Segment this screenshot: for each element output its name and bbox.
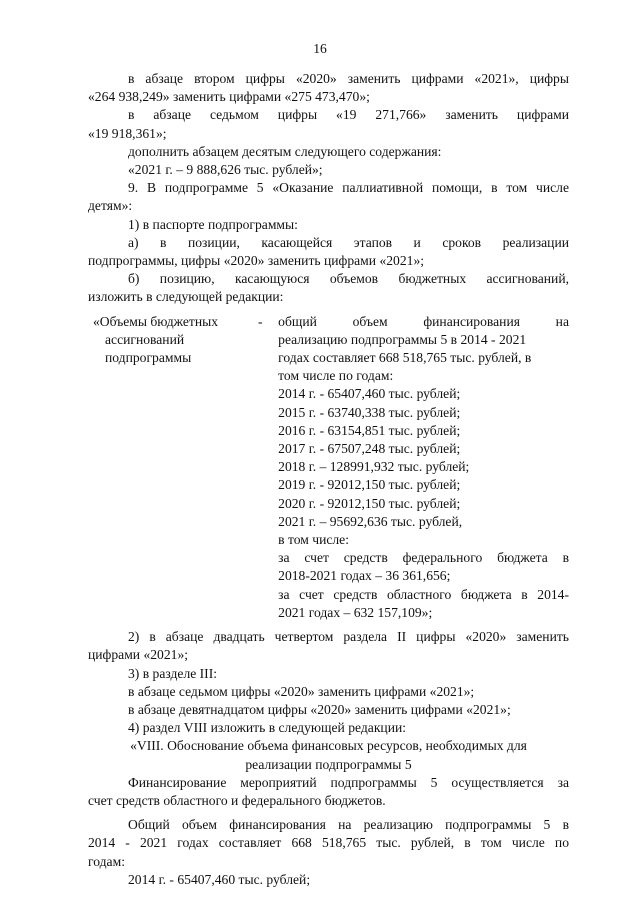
document-body: [88, 70, 569, 889]
table-value-line: 2021 г. – 95692,636 тыс. рублей,: [278, 513, 463, 529]
table-value-line: общий объем финансирования на: [278, 313, 569, 329]
budget-table: [88, 313, 569, 622]
table-label-line: «Объемы бюджетных: [93, 313, 219, 329]
table-value-line: за счет средств федерального бюджета в: [278, 550, 569, 566]
paragraph-line: счет средств областного и федерального бюджетов.: [88, 792, 386, 808]
table-value-line: в том числе:: [278, 532, 349, 548]
table-value-line: 2016 г. - 63154,851 тыс. рублей;: [278, 422, 461, 438]
page-number: 16: [313, 41, 327, 56]
paragraph-line: в абзаце седьмом цифры «19 271,766» заменить цифрами: [128, 107, 569, 123]
table-value-line: годах составляет 668 518,765 тыс. рублей, в: [278, 350, 532, 366]
paragraph-line: 9. В подпрограмме 5 «Оказание паллиативной помощи, в том числе: [128, 180, 569, 196]
table-value-line: 2019 г. - 92012,150 тыс. рублей;: [278, 477, 461, 493]
budget-table-label: [88, 313, 266, 622]
paragraph-line: 1) в паспорте подпрограммы:: [128, 216, 298, 232]
table-value-line: 2021 годах – 632 157,109»;: [278, 604, 433, 620]
paragraph-line: цифрами «2021»;: [88, 647, 189, 663]
paragraph-line: дополнить абзацем десятым следующего содержания:: [128, 143, 442, 159]
table-value-line: 2014 г. - 65407,460 тыс. рублей;: [278, 386, 461, 402]
paragraph-line: «2021 г. – 9 888,626 тыс. рублей»;: [128, 162, 323, 178]
paragraph-line: 3) в разделе III:: [128, 665, 218, 681]
table-value-line: том числе по годам:: [278, 368, 394, 384]
table-value-line: 2015 г. - 63740,338 тыс. рублей;: [278, 404, 461, 420]
paragraph-line: в абзаце втором цифры «2020» заменить цифрами «2021», цифры: [128, 71, 569, 86]
paragraph-line: б) позицию, касающуюся объемов бюджетных ассигнований,: [128, 271, 569, 287]
paragraph-line: детям»:: [88, 198, 133, 214]
paragraph-line: Финансирование мероприятий подпрограммы 5 осуществляется за: [128, 774, 569, 790]
paragraph-line: Общий объем финансирования на реализацию подпрограммы 5 в: [128, 817, 569, 833]
section-heading: [88, 737, 569, 773]
table-value-line: 2020 г. - 92012,150 тыс. рублей;: [278, 495, 461, 511]
paragraph-line: годам:: [88, 853, 125, 869]
paragraph-line: подпрограммы, цифры «2020» заменить цифрами «2021»;: [88, 253, 425, 269]
budget-table-value: [278, 313, 569, 622]
heading-line: «VIII. Обоснование объема финансовых ресурсов, необходимых для: [130, 738, 527, 754]
heading-line: реализации подпрограммы 5: [245, 756, 412, 772]
paragraph-line: в абзаце седьмом цифры «2020» заменить цифрами «2021»;: [128, 683, 475, 699]
paragraph-line: «19 918,361»;: [88, 125, 167, 141]
table-label-line: подпрограммы: [105, 350, 192, 366]
table-value-line: за счет средств областного бюджета в 2014-: [278, 586, 569, 602]
table-value-line: 2018 г. – 128991,932 тыс. рублей;: [278, 459, 470, 475]
paragraph-line: 2014 - 2021 годах составляет 668 518,765 тыс. рублей, в том числе по: [88, 835, 569, 851]
paragraph-line: изложить в следующей редакции:: [88, 289, 284, 305]
paragraph-line: а) в позиции, касающейся этапов и сроков реализации: [128, 234, 569, 250]
paragraph-line: 2) в абзаце двадцать четвертом раздела II цифры «2020» заменить: [128, 629, 569, 645]
table-label-line: ассигнований: [105, 331, 185, 347]
table-value-line: реализацию подпрограммы 5 в 2014 - 2021: [278, 331, 527, 347]
paragraph-line: 4) раздел VIII изложить в следующей редакции:: [128, 720, 407, 736]
paragraph-line: 2014 г. - 65407,460 тыс. рублей;: [128, 871, 311, 887]
table-dash: -: [258, 313, 263, 329]
paragraph-line: «264 938,249» заменить цифрами «275 473,470»;: [88, 89, 370, 105]
table-value-line: 2018-2021 годах – 36 361,656;: [278, 568, 451, 584]
paragraph-line: в абзаце девятнадцатом цифры «2020» заменить цифрами «2021»;: [128, 701, 511, 717]
table-value-line: 2017 г. - 67507,248 тыс. рублей;: [278, 441, 461, 457]
